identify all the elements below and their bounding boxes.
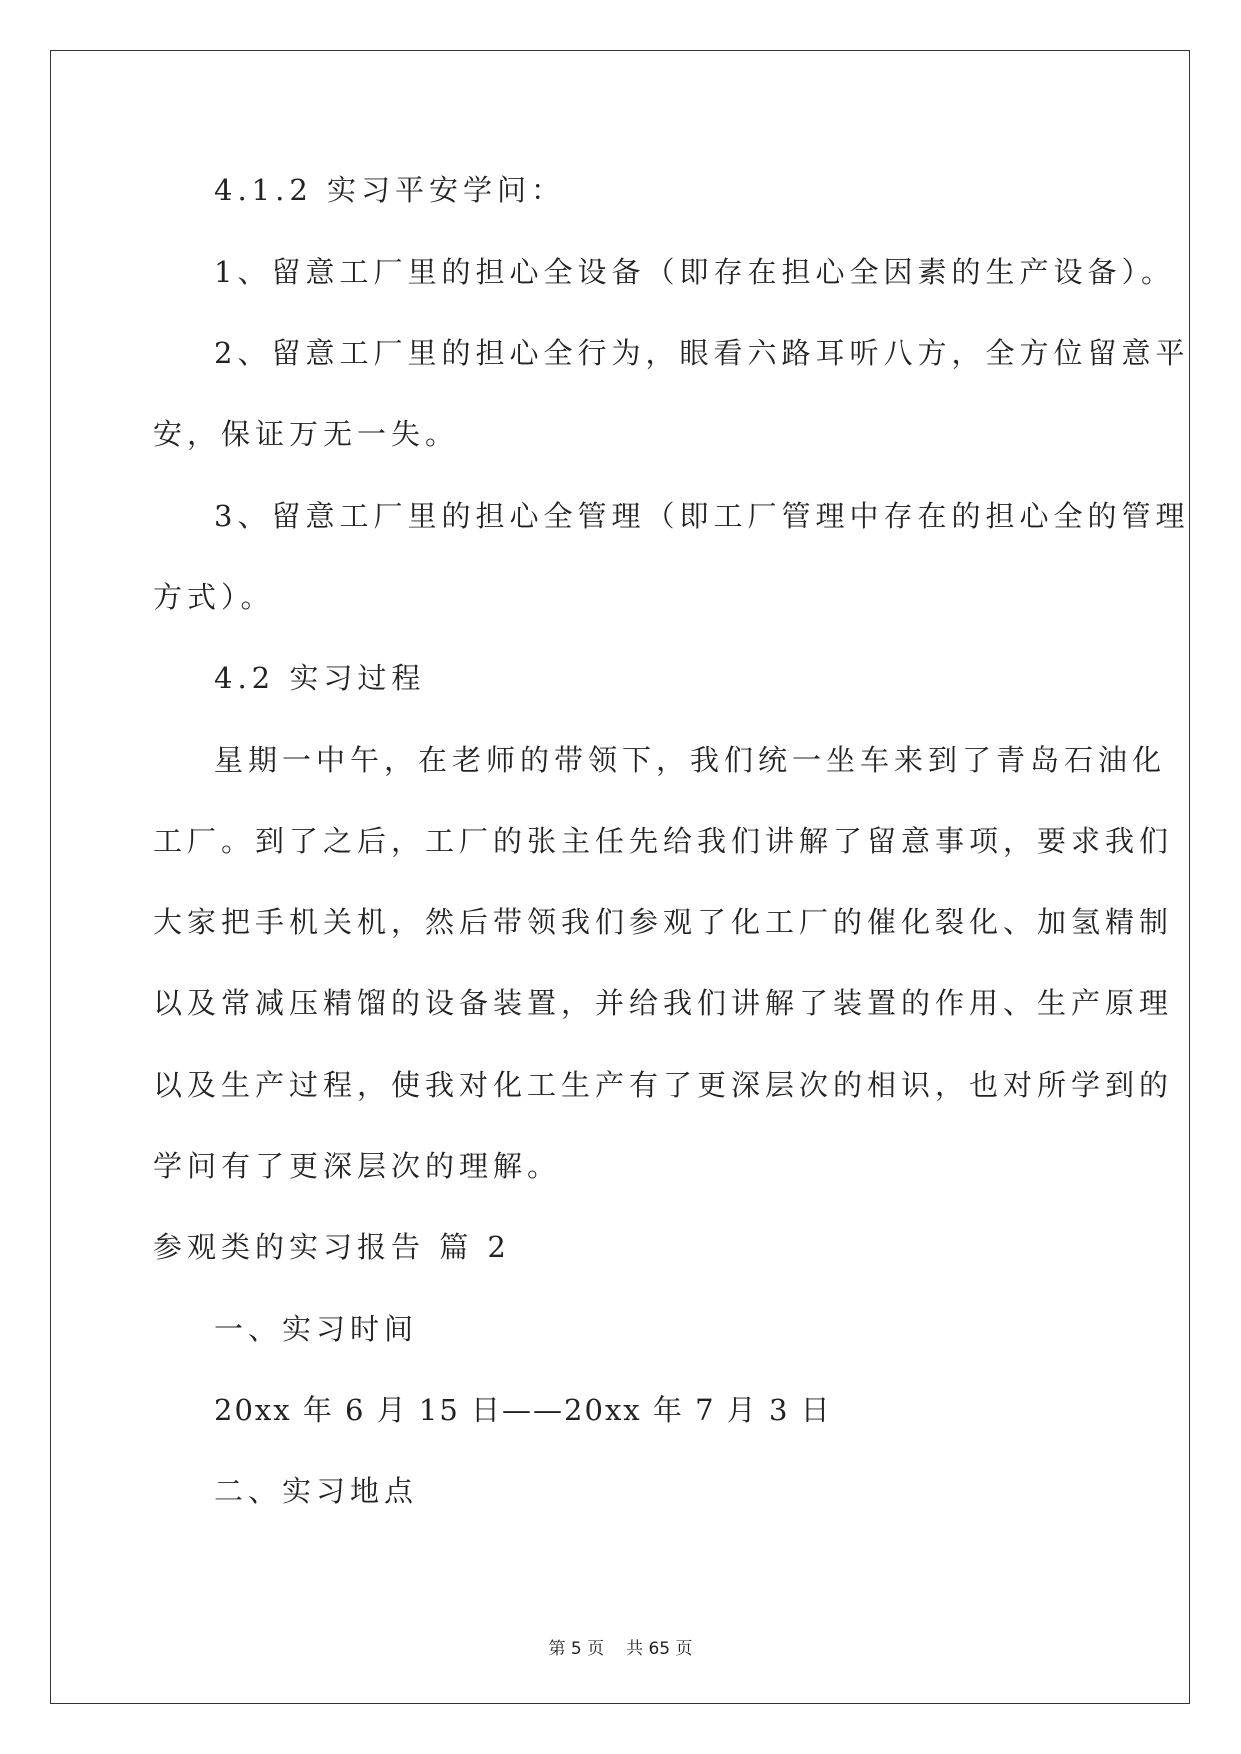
paragraph-line: 以及常减压精馏的设备装置，并给我们讲解了装置的作用、生产原理 xyxy=(153,986,1174,1020)
paragraph-line: 大家把手机关机，然后带领我们参观了化工厂的催化裂化、加氢精制 xyxy=(153,905,1174,939)
paragraph-line: 以及生产过程，使我对化工生产有了更深层次的相识，也对所学到的 xyxy=(153,1068,1174,1102)
internship-date-range: 20xx 年 6 月 15 日——20xx 年 7 月 3 日 xyxy=(214,1393,832,1427)
paragraph-line: 方式）。 xyxy=(153,580,275,614)
subheading-safety-knowledge: 4.1.2 实习平安学问： xyxy=(214,173,566,207)
paragraph-line: 3、留意工厂里的担心全管理（即工厂管理中存在的担心全的管理 xyxy=(214,499,1190,533)
paragraph-line: 学问有了更深层次的理解。 xyxy=(153,1149,562,1183)
page-total: 共 65 页 xyxy=(626,1639,693,1659)
paragraph-line: 工厂。到了之后，工厂的张主任先给我们讲解了留意事项，要求我们 xyxy=(153,824,1174,858)
paragraph-line: 星期一中午，在老师的带领下，我们统一坐车来到了青岛石油化 xyxy=(214,743,1167,777)
page-footer xyxy=(0,1641,1241,1658)
subheading-internship-process: 4.2 实习过程 xyxy=(214,661,426,695)
section-title-part-2: 参观类的实习报告 篇 2 xyxy=(153,1230,511,1264)
subheading-internship-time: 一、实习时间 xyxy=(214,1312,419,1346)
paragraph-line: 安，保证万无一失。 xyxy=(153,417,460,451)
page-number: 第 5 页 xyxy=(548,1639,605,1659)
subheading-internship-location: 二、实习地点 xyxy=(214,1474,419,1508)
paragraph-line: 2、留意工厂里的担心全行为，眼看六路耳听八方，全方位留意平 xyxy=(214,336,1190,370)
page-border xyxy=(50,50,1190,1704)
paragraph-line: 1、留意工厂里的担心全设备（即存在担心全因素的生产设备）。 xyxy=(214,255,1175,289)
